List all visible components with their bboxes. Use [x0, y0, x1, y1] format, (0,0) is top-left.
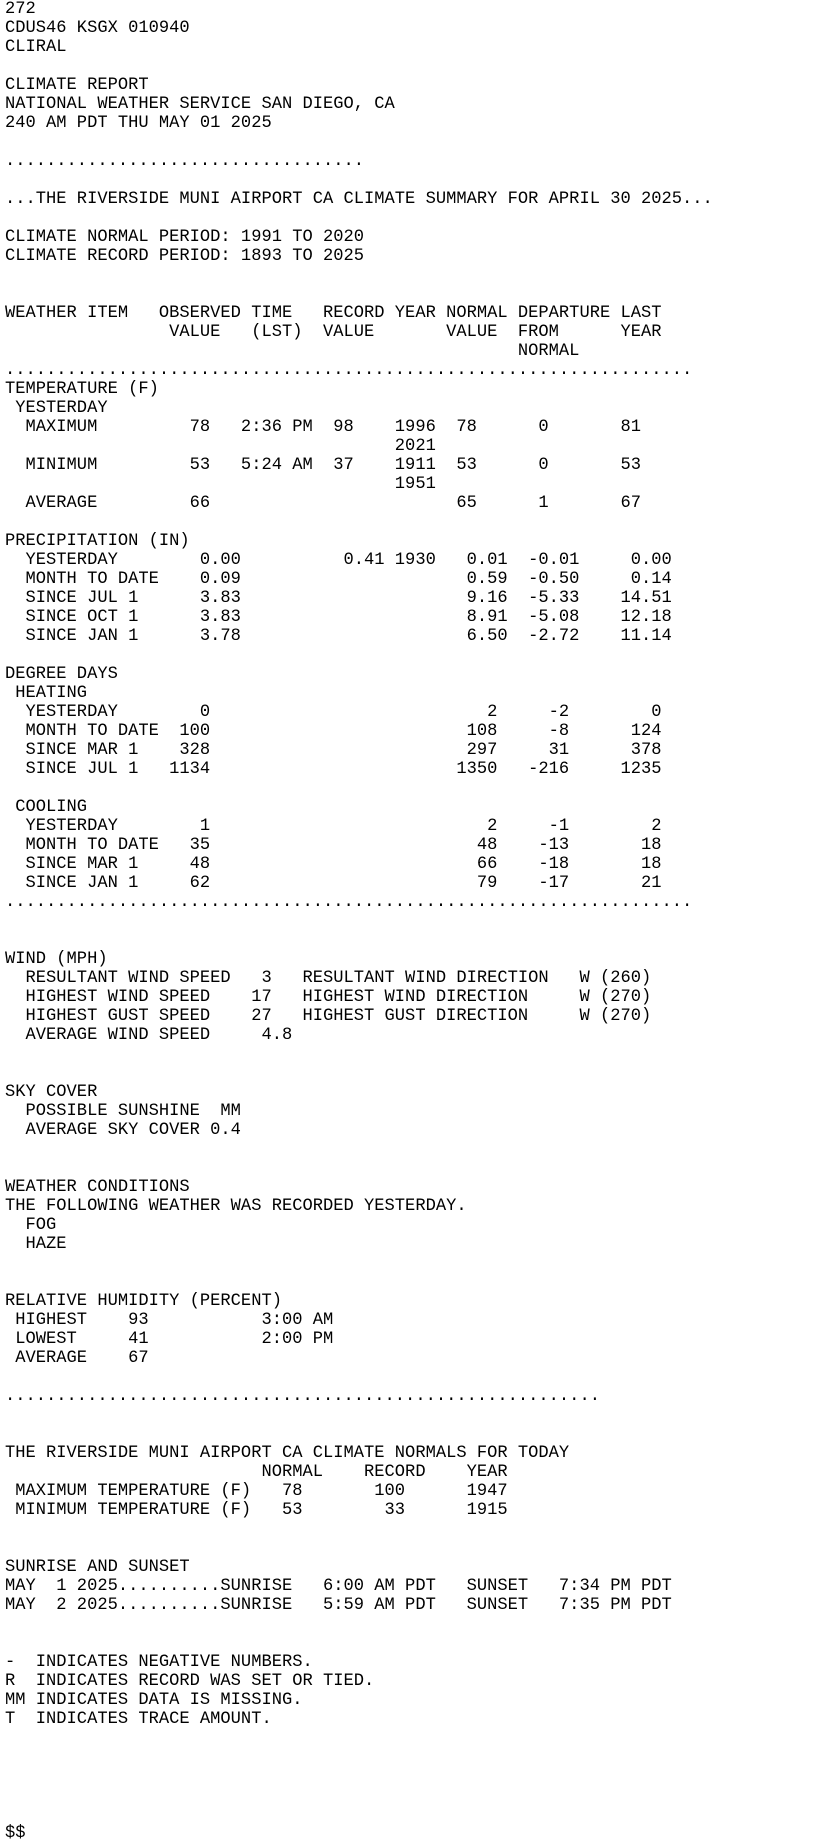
- report-line: ...THE RIVERSIDE MUNI AIRPORT CA CLIMATE SUMMARY FOR APRIL 30 2025...: [5, 190, 713, 209]
- report-line: [5, 1615, 834, 1634]
- report-line: AVERAGE WIND SPEED 4.8: [5, 1026, 293, 1045]
- report-line: MINIMUM 53 5:24 AM 37 1911 53 0 53: [5, 456, 641, 475]
- report-line: MAXIMUM TEMPERATURE (F) 78 100 1947: [5, 1482, 508, 1501]
- report-line: FOG: [5, 1216, 57, 1235]
- report-line: VALUE (LST) VALUE VALUE FROM YEAR: [5, 323, 662, 342]
- report-line: POSSIBLE SUNSHINE MM: [5, 1102, 241, 1121]
- report-line: [5, 646, 834, 665]
- report-line: [5, 1634, 834, 1653]
- report-line: [5, 1539, 834, 1558]
- report-line: MONTH TO DATE 0.09 0.59 -0.50 0.14: [5, 570, 672, 589]
- report-line: HIGHEST 93 3:00 AM: [5, 1311, 334, 1330]
- report-line: SKY COVER: [5, 1083, 98, 1102]
- report-line: R INDICATES RECORD WAS SET OR TIED.: [5, 1672, 375, 1691]
- report-line: SINCE MAR 1 48 66 -18 18: [5, 855, 662, 874]
- report-line: CDUS46 KSGX 010940: [5, 19, 190, 38]
- report-line: DEGREE DAYS: [5, 665, 118, 684]
- report-line: [5, 1425, 834, 1444]
- report-line: [5, 57, 834, 76]
- report-line: 240 AM PDT THU MAY 01 2025: [5, 114, 272, 133]
- report-line: ...................................: [5, 152, 365, 171]
- report-line: YESTERDAY 1 2 -1 2: [5, 817, 662, 836]
- report-line: WIND (MPH): [5, 950, 108, 969]
- report-line: [5, 209, 834, 228]
- report-line: MONTH TO DATE 100 108 -8 124: [5, 722, 662, 741]
- report-line: [5, 1140, 834, 1159]
- report-line: SINCE MAR 1 328 297 31 378: [5, 741, 662, 760]
- report-line: [5, 1805, 834, 1824]
- report-line: [5, 931, 834, 950]
- report-line: CLIMATE REPORT: [5, 76, 149, 95]
- report-line: WEATHER ITEM OBSERVED TIME RECORD YEAR NORMAL DEPARTURE LAST: [5, 304, 662, 323]
- report-line: SINCE JUL 1 3.83 9.16 -5.33 14.51: [5, 589, 672, 608]
- report-line: COOLING: [5, 798, 88, 817]
- report-line: YESTERDAY 0 2 -2 0: [5, 703, 662, 722]
- report-line: ...................................................................: [5, 893, 693, 912]
- report-line: RESULTANT WIND SPEED 3 RESULTANT WIND DIRECTION W (260): [5, 969, 652, 988]
- report-line: [5, 1254, 834, 1273]
- report-line: SUNRISE AND SUNSET: [5, 1558, 190, 1577]
- report-line: [5, 513, 834, 532]
- report-line: NORMAL: [5, 342, 580, 361]
- report-line: YESTERDAY 0.00 0.41 1930 0.01 -0.01 0.00: [5, 551, 672, 570]
- report-line: NATIONAL WEATHER SERVICE SAN DIEGO, CA: [5, 95, 395, 114]
- report-line: THE FOLLOWING WEATHER WAS RECORDED YESTERDAY.: [5, 1197, 467, 1216]
- report-line: 2021: [5, 437, 436, 456]
- report-line: HAZE: [5, 1235, 67, 1254]
- report-line: SINCE OCT 1 3.83 8.91 -5.08 12.18: [5, 608, 672, 627]
- report-line: MAY 2 2025..........SUNRISE 5:59 AM PDT SUNSET 7:35 PM PDT: [5, 1596, 672, 1615]
- report-line: [5, 1368, 834, 1387]
- report-line: [5, 1729, 834, 1748]
- report-line: [5, 1748, 834, 1767]
- report-line: THE RIVERSIDE MUNI AIRPORT CA CLIMATE NORMALS FOR TODAY: [5, 1444, 570, 1463]
- report-line: 1951: [5, 475, 436, 494]
- report-line: T INDICATES TRACE AMOUNT.: [5, 1710, 272, 1729]
- report-line: [5, 1273, 834, 1292]
- report-line: [5, 1786, 834, 1805]
- report-line: [5, 171, 834, 190]
- report-line: MAY 1 2025..........SUNRISE 6:00 AM PDT SUNSET 7:34 PM PDT: [5, 1577, 672, 1596]
- report-line: YESTERDAY: [5, 399, 108, 418]
- report-line: LOWEST 41 2:00 PM: [5, 1330, 334, 1349]
- report-line: [5, 779, 834, 798]
- report-line: $$: [5, 1824, 26, 1843]
- report-line: TEMPERATURE (F): [5, 380, 159, 399]
- report-line: CLIRAL: [5, 38, 67, 57]
- report-line: MAXIMUM 78 2:36 PM 98 1996 78 0 81: [5, 418, 641, 437]
- report-line: [5, 266, 834, 285]
- report-line: [5, 285, 834, 304]
- report-line: 272: [5, 0, 36, 19]
- report-line: MINIMUM TEMPERATURE (F) 53 33 1915: [5, 1501, 508, 1520]
- report-line: HEATING: [5, 684, 88, 703]
- report-line: NORMAL RECORD YEAR: [5, 1463, 508, 1482]
- report-line: SINCE JAN 1 62 79 -17 21: [5, 874, 662, 893]
- report-line: AVERAGE 67: [5, 1349, 149, 1368]
- report-line: ..........................................................: [5, 1387, 600, 1406]
- report-line: - INDICATES NEGATIVE NUMBERS.: [5, 1653, 313, 1672]
- report-line: PRECIPITATION (IN): [5, 532, 190, 551]
- report-line: SINCE JUL 1 1134 1350 -216 1235: [5, 760, 662, 779]
- report-line: AVERAGE 66 65 1 67: [5, 494, 641, 513]
- report-line: SINCE JAN 1 3.78 6.50 -2.72 11.14: [5, 627, 672, 646]
- report-line: [5, 1767, 834, 1786]
- report-line: [5, 1159, 834, 1178]
- report-line: [5, 1520, 834, 1539]
- report-line: CLIMATE NORMAL PERIOD: 1991 TO 2020: [5, 228, 365, 247]
- report-line: MONTH TO DATE 35 48 -13 18: [5, 836, 662, 855]
- report-line: MM INDICATES DATA IS MISSING.: [5, 1691, 303, 1710]
- report-line: AVERAGE SKY COVER 0.4: [5, 1121, 241, 1140]
- report-line: [5, 1406, 834, 1425]
- report-line: WEATHER CONDITIONS: [5, 1178, 190, 1197]
- report-line: HIGHEST GUST SPEED 27 HIGHEST GUST DIRECTION W (270): [5, 1007, 652, 1026]
- report-line: [5, 1045, 834, 1064]
- report-line: CLIMATE RECORD PERIOD: 1893 TO 2025: [5, 247, 365, 266]
- report-line: RELATIVE HUMIDITY (PERCENT): [5, 1292, 282, 1311]
- report-line: [5, 1064, 834, 1083]
- report-line: ...................................................................: [5, 361, 693, 380]
- report-line: HIGHEST WIND SPEED 17 HIGHEST WIND DIRECTION W (270): [5, 988, 652, 1007]
- report-line: [5, 133, 834, 152]
- report-line: [5, 912, 834, 931]
